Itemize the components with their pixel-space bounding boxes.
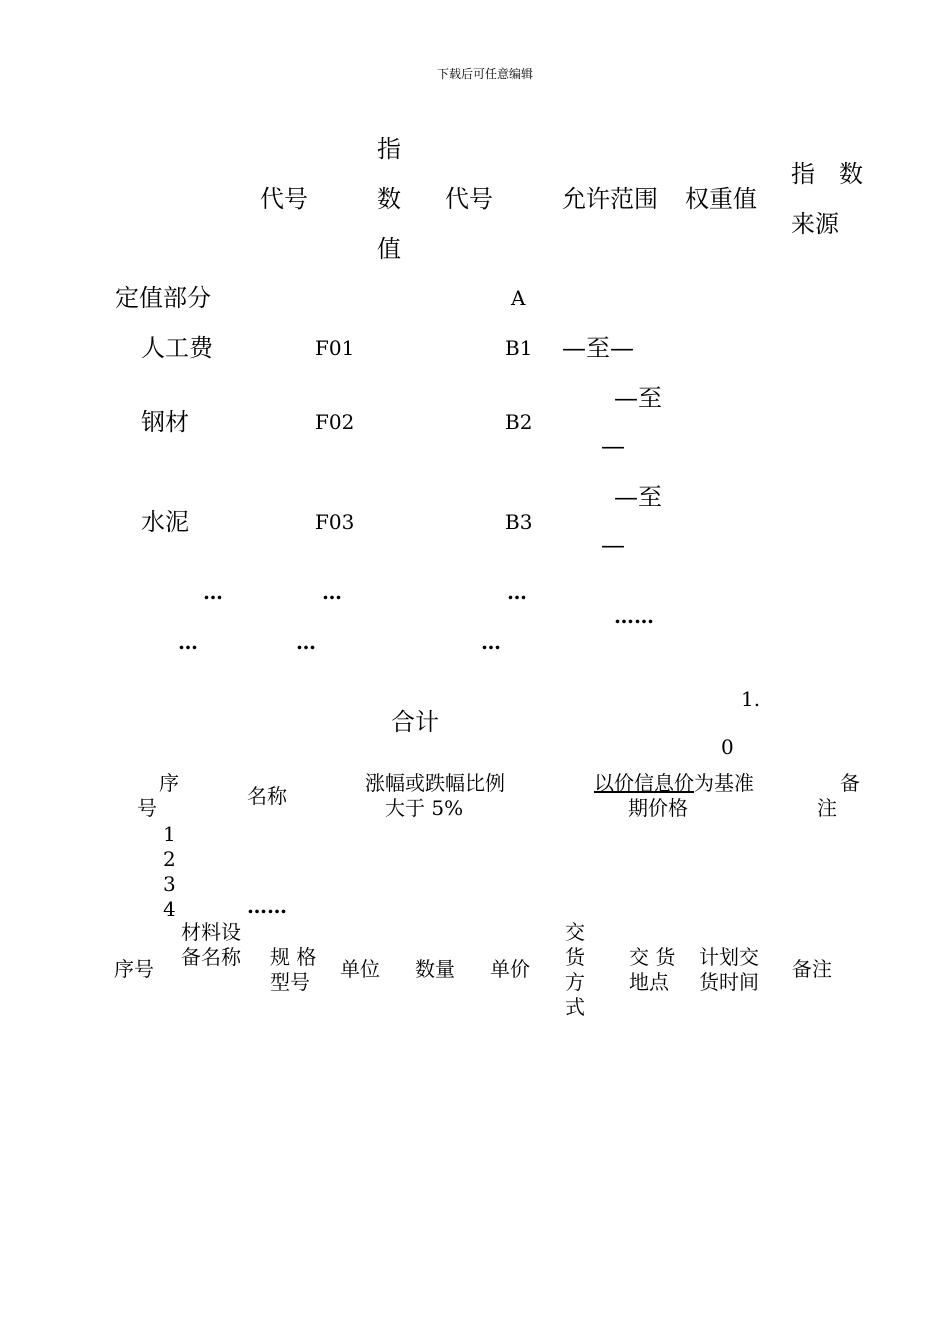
ellipsis: … bbox=[481, 630, 501, 654]
header-base bbox=[594, 773, 754, 793]
header-place-1: 交 货 bbox=[629, 945, 676, 969]
header-price: 单价 bbox=[490, 957, 530, 981]
header-code-a: 代号 bbox=[260, 185, 308, 213]
header-place-2: 地点 bbox=[629, 970, 669, 994]
ellipsis: … bbox=[203, 580, 223, 604]
row-number: 1 bbox=[163, 822, 176, 846]
header-spec-2: 型号 bbox=[270, 970, 310, 994]
header-base-underlined: 以价信息价 bbox=[594, 771, 694, 795]
header-change-2: 大于 5% bbox=[385, 796, 464, 820]
row-name: 水泥 bbox=[141, 508, 189, 536]
header-code-b: 代号 bbox=[445, 185, 493, 213]
header-range: 允许范围 bbox=[562, 185, 658, 213]
row-number: 3 bbox=[163, 872, 176, 896]
row-range-line1: —至 bbox=[614, 483, 662, 511]
row-name: 人工费 bbox=[141, 334, 213, 362]
row-number: 4 bbox=[163, 897, 176, 921]
header-source-2: 来源 bbox=[791, 210, 839, 238]
total-value-2: 0 bbox=[721, 735, 734, 759]
header-qty: 数量 bbox=[415, 957, 455, 981]
header-index-value-2: 数 bbox=[377, 185, 401, 213]
row-name: 钢材 bbox=[141, 408, 189, 436]
row-bcode: B1 bbox=[505, 336, 533, 360]
row-range: —至— bbox=[562, 334, 634, 362]
row-code: F02 bbox=[315, 410, 355, 434]
header-delivery-1: 交 bbox=[565, 920, 585, 944]
ellipsis-long: …… bbox=[614, 604, 654, 628]
header-weight: 权重值 bbox=[685, 185, 757, 213]
header-index-value-1: 指 bbox=[377, 135, 401, 163]
page-header: 下载后可任意编辑 bbox=[437, 67, 534, 81]
row-code: F03 bbox=[315, 510, 355, 534]
header-base-rest: 为基准 bbox=[694, 771, 754, 795]
header-name-2: 备名称 bbox=[181, 945, 241, 969]
header-delivery-3: 方 bbox=[565, 970, 585, 994]
row-number: 2 bbox=[163, 847, 176, 871]
fixed-part-label: 定值部分 bbox=[115, 284, 211, 312]
header-base-2: 期价格 bbox=[628, 796, 688, 820]
total-label: 合计 bbox=[391, 708, 439, 736]
header-name-1: 材料设 bbox=[181, 920, 241, 944]
header-change-1: 涨幅或跌幅比例 bbox=[365, 771, 505, 795]
ellipsis: … bbox=[178, 630, 198, 654]
header-seq-2: 号 bbox=[137, 796, 157, 820]
row-range-line2: — bbox=[601, 531, 625, 559]
ellipsis: … bbox=[322, 580, 342, 604]
row-bcode: B3 bbox=[505, 510, 533, 534]
row-bcode: B2 bbox=[505, 410, 533, 434]
header-remark: 备注 bbox=[792, 957, 832, 981]
header-index-value-3: 值 bbox=[377, 235, 401, 263]
header-time-1: 计划交 bbox=[699, 945, 759, 969]
header-name: 名称 bbox=[247, 784, 287, 808]
header-remark-1: 备 bbox=[840, 771, 860, 795]
header-unit: 单位 bbox=[340, 957, 380, 981]
fixed-part-code: A bbox=[511, 286, 526, 310]
header-time-2: 货时间 bbox=[699, 970, 759, 994]
row-range-line1: —至 bbox=[614, 384, 662, 412]
total-value-1: 1. bbox=[741, 687, 761, 711]
ellipsis: … bbox=[507, 580, 527, 604]
header-seq-1: 序 bbox=[159, 771, 179, 795]
ellipsis: … bbox=[296, 630, 316, 654]
header-spec-1: 规 格 bbox=[270, 945, 317, 969]
row-range-line2: — bbox=[601, 432, 625, 460]
header-delivery-4: 式 bbox=[565, 995, 585, 1019]
header-delivery-2: 货 bbox=[565, 945, 585, 969]
header-source-1: 指 数 bbox=[791, 160, 863, 188]
header-seq: 序号 bbox=[114, 957, 154, 981]
trailing-ellipsis: …… bbox=[247, 894, 287, 918]
header-remark-2: 注 bbox=[817, 796, 837, 820]
row-code: F01 bbox=[315, 336, 355, 360]
